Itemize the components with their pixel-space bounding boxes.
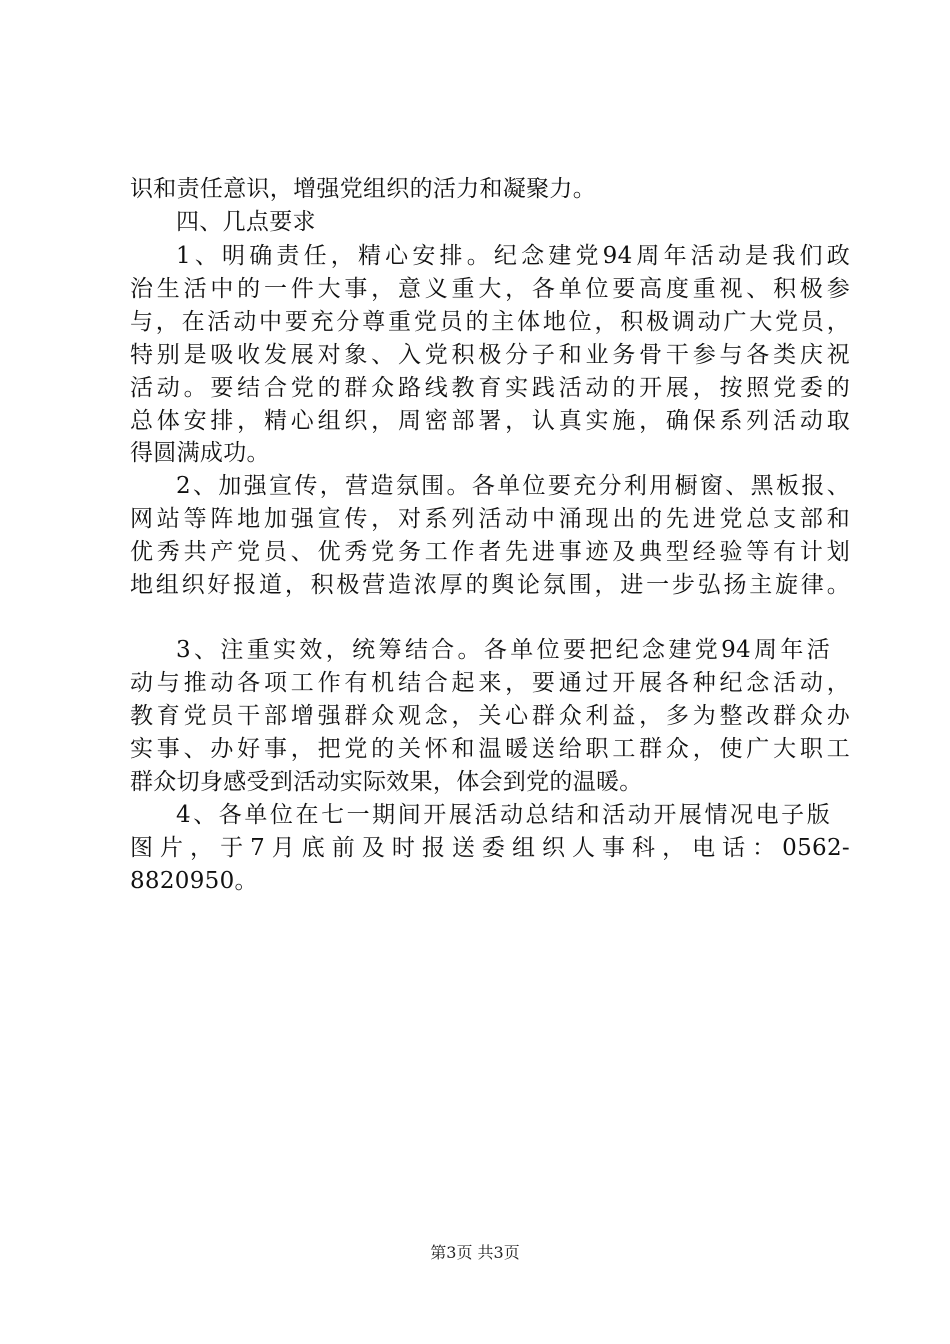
paragraph-line: 8820950。 <box>130 868 258 894</box>
paragraph-line: 网站等阵地加强宣传，对系列活动中涌现出的先进党总支部和 <box>130 506 850 532</box>
paragraph-line: 2、加强宣传，营造氛围。各单位要充分利用橱窗、黑板报、 <box>176 473 850 499</box>
paragraph-line: 得圆满成功。 <box>130 440 270 466</box>
paragraph-line: 图片，于7月底前及时报送委组织人事科，电话：0562- <box>130 835 850 861</box>
page-number-footer: 第3页 共3页 <box>430 1243 520 1262</box>
paragraph-line: 1、明确责任，精心安排。纪念建党94周年活动是我们政 <box>176 243 850 269</box>
paragraph-line: 特别是吸收发展对象、入党积极分子和业务骨干参与各类庆祝 <box>130 342 850 368</box>
paragraph-line: 治生活中的一件大事，意义重大，各单位要高度重视、积极参 <box>130 276 850 302</box>
paragraph-line: 与，在活动中要充分尊重党员的主体地位，积极调动广大党员， <box>130 309 850 335</box>
section-heading: 四、几点要求 <box>176 209 316 235</box>
paragraph-line: 地组织好报道，积极营造浓厚的舆论氛围，进一步弘扬主旋律。 <box>130 572 850 598</box>
paragraph-line: 4、各单位在七一期间开展活动总结和活动开展情况电子版 <box>176 802 830 828</box>
paragraph-line: 优秀共产党员、优秀党务工作者先进事迹及典型经验等有计划 <box>130 539 850 565</box>
paragraph-line: 3、注重实效，统筹结合。各单位要把纪念建党94周年活 <box>176 637 830 663</box>
paragraph-line: 识和责任意识，增强党组织的活力和凝聚力。 <box>130 176 596 202</box>
paragraph-line: 实事、办好事，把党的关怀和温暖送给职工群众，使广大职工 <box>130 736 850 762</box>
paragraph-line: 活动。要结合党的群众路线教育实践活动的开展，按照党委的 <box>130 375 850 401</box>
paragraph-line: 群众切身感受到活动实际效果，体会到党的温暖。 <box>130 769 643 795</box>
paragraph-line: 教育党员干部增强群众观念，关心群众利益，多为整改群众办 <box>130 703 850 729</box>
paragraph-line: 动与推动各项工作有机结合起来，要通过开展各种纪念活动， <box>130 670 850 696</box>
paragraph-line: 总体安排，精心组织，周密部署，认真实施，确保系列活动取 <box>130 408 850 434</box>
